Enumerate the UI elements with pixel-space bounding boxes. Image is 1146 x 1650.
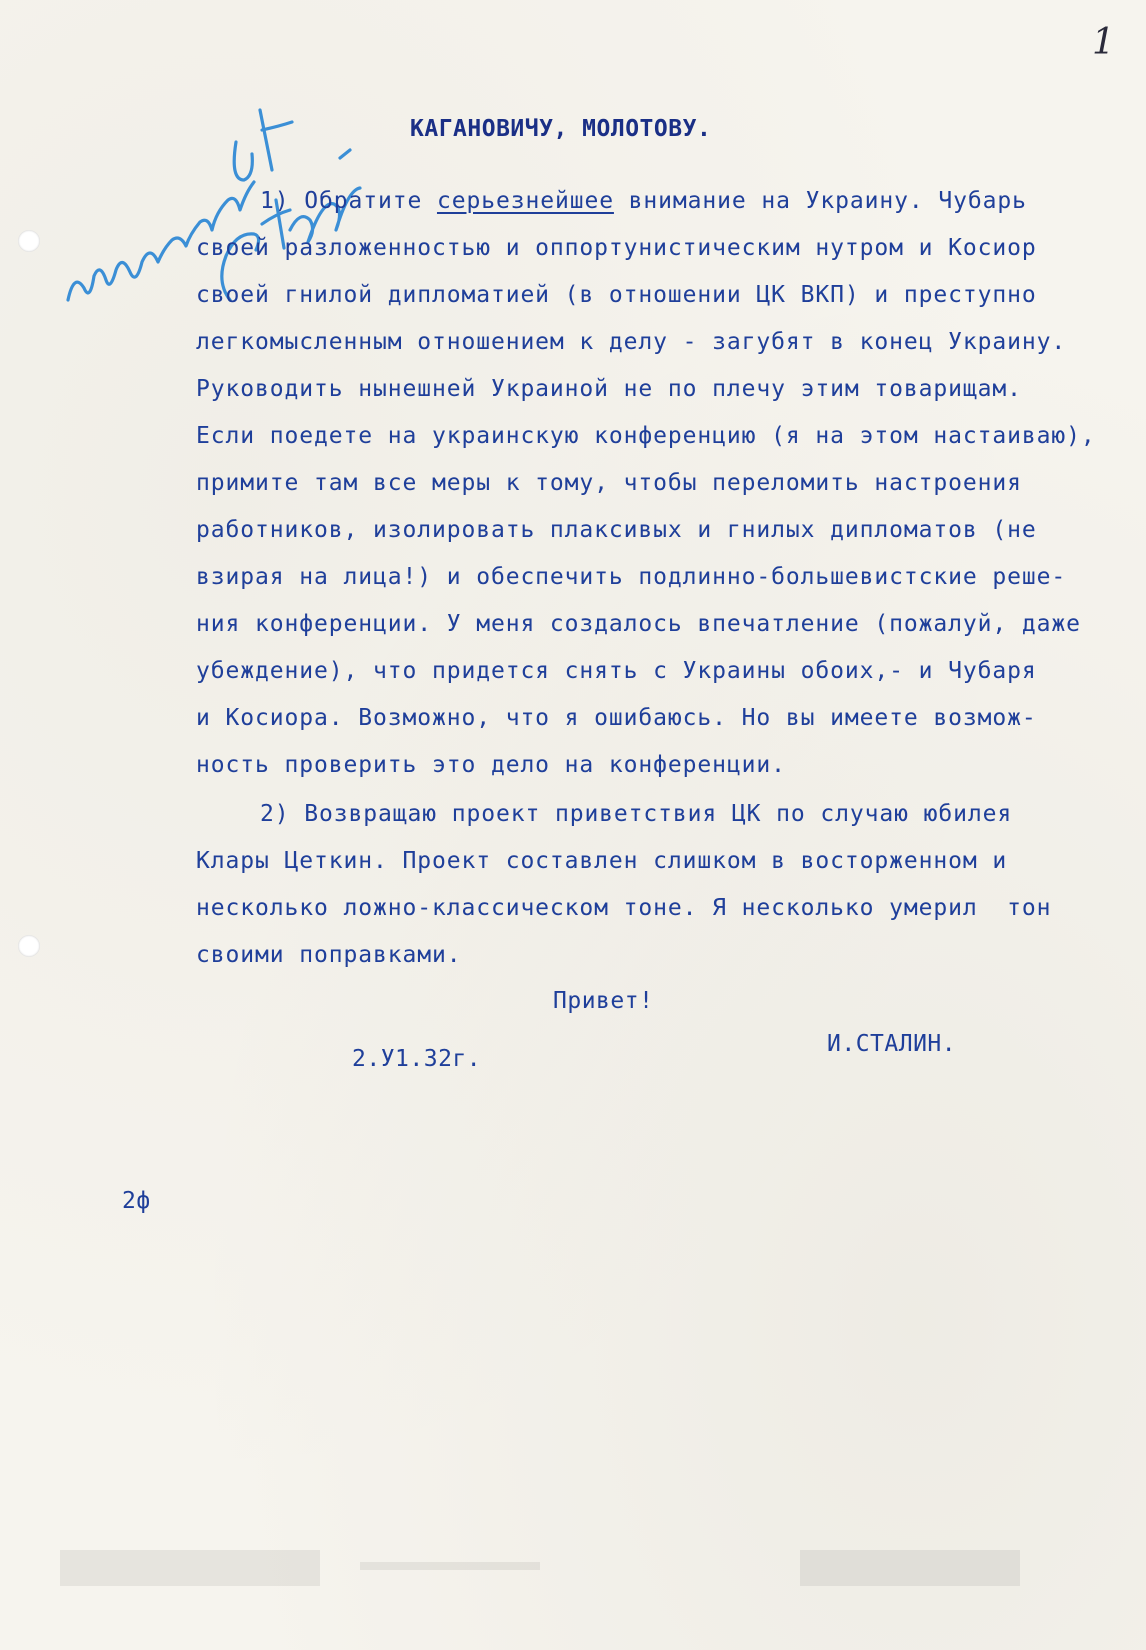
paragraph-2-line-3: несколько ложно-классическом тоне. Я несколько умерил тон	[196, 895, 1052, 921]
paragraph-1-line-7: примите там все меры к тому, чтобы переломить настроения	[196, 470, 1022, 496]
paragraph-1-line-11: убеждение), что придется снять с Украины обоих,- и Чубаря	[196, 658, 1037, 684]
paragraph-1-line-1-start: 1) Обратите	[260, 188, 437, 214]
paragraph-2-line-2: Клары Цеткин. Проект составлен слишком в восторженном и	[196, 848, 1008, 874]
signature: И.СТАЛИН.	[827, 1031, 957, 1057]
punch-hole-top	[18, 230, 40, 252]
letter-date: 2.У1.32г.	[352, 1046, 482, 1072]
paragraph-1-line-1-end: внимание на Украину. Чубарь	[613, 188, 1027, 214]
paragraph-1-line-12: и Косиора. Возможно, что я ошибаюсь. Но вы имеете возмож-	[196, 705, 1037, 731]
paragraph-1-line-3: своей гнилой дипломатией (в отношении ЦК ВКП) и преступно	[196, 282, 1037, 308]
paragraph-1-line-10: ния конференции. У меня создалось впечатление (пожалуй, даже	[196, 611, 1081, 637]
paragraph-1-line-13: ность проверить это дело на конференции.	[196, 752, 786, 778]
paragraph-1-line-8: работников, изолировать плаксивых и гнилых дипломатов (не	[196, 517, 1037, 543]
letter-heading: КАГАНОВИЧУ, МОЛОТОВУ.	[410, 116, 712, 142]
emphasized-word: серьезнейшее	[436, 188, 614, 214]
footer-mark: 2ф	[122, 1188, 151, 1214]
paragraph-1-line-9: взирая на лица!) и обеспечить подлинно-большевистские реше-	[196, 564, 1067, 590]
punch-hole-bottom	[18, 935, 40, 957]
paragraph-2-line-4: своими поправками.	[196, 942, 462, 968]
page-number: 1	[1092, 22, 1115, 63]
paragraph-1-line-1	[260, 190, 1027, 213]
paragraph-2-line-1: 2) Возвращаю проект приветствия ЦК по случаю юбилея	[260, 801, 1013, 827]
bleed-through-stamp	[60, 1540, 1060, 1600]
closing-greeting: Привет!	[553, 988, 654, 1014]
paragraph-1-line-5: Руководить нынешней Украиной не по плечу этим товарищам.	[196, 376, 1022, 402]
paragraph-1-line-4: легкомысленным отношением к делу - загубят в конец Украину.	[196, 329, 1067, 355]
paragraph-1-line-2: своей разложенностью и оппортунистическим нутром и Косиор	[196, 235, 1037, 261]
paragraph-1-line-6: Если поедете на украинскую конференцию (я на этом настаиваю),	[196, 423, 1096, 449]
